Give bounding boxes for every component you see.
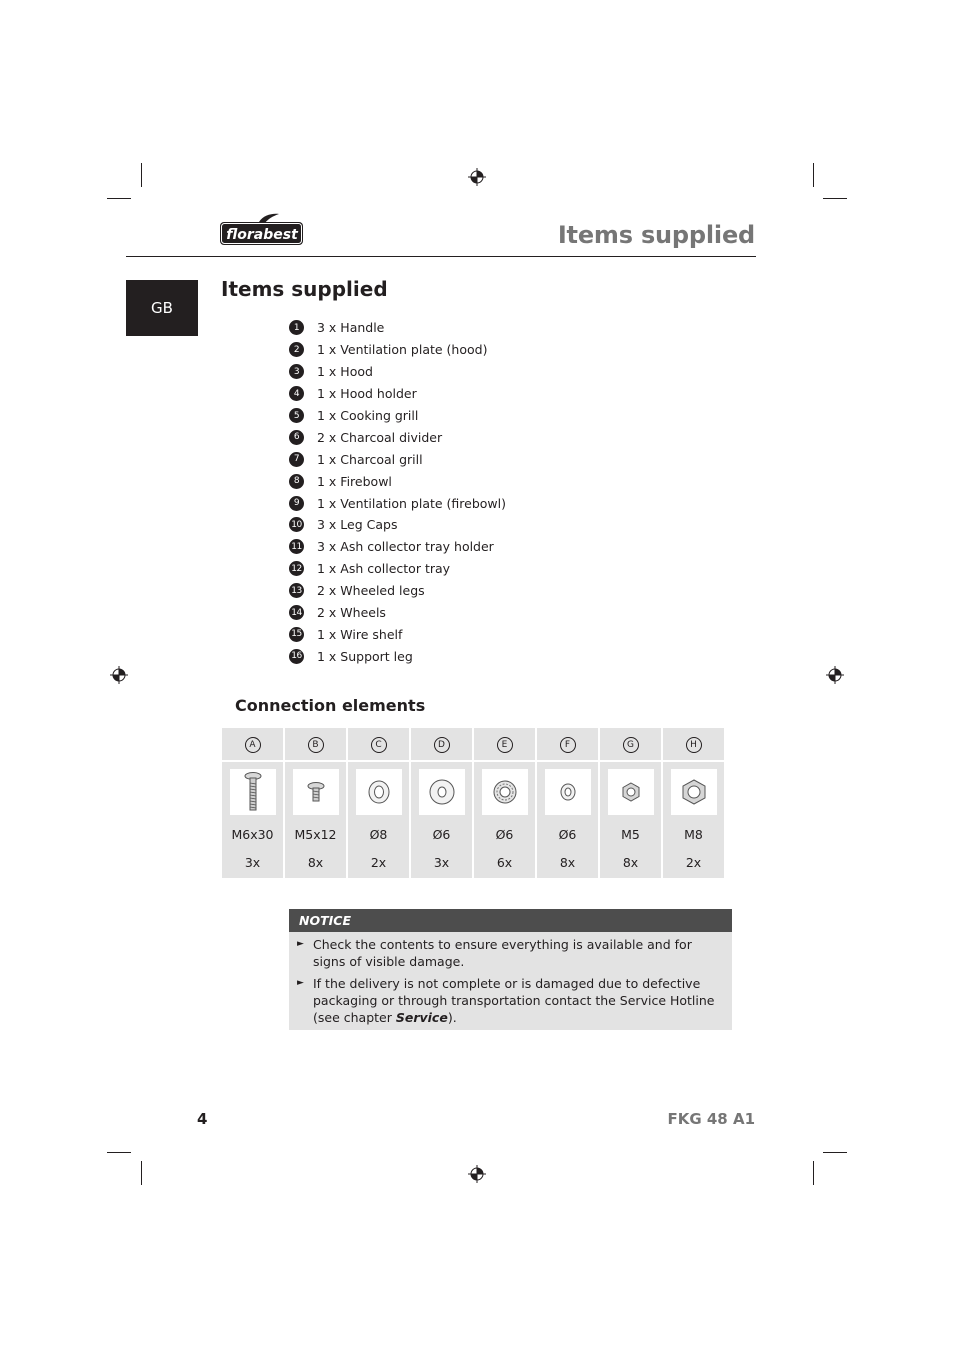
item-label: 1 x Hood holder — [317, 386, 417, 402]
list-item — [289, 645, 506, 667]
item-number: 8 — [289, 474, 304, 489]
connection-elements-table — [220, 728, 726, 878]
item-number: 14 — [289, 605, 304, 620]
item-label: 2 x Wheeled legs — [317, 583, 425, 599]
header-divider — [126, 256, 756, 257]
column-letter: E — [497, 737, 513, 753]
registration-mark-icon — [468, 1165, 486, 1183]
brand-logo — [219, 213, 305, 247]
item-number: 12 — [289, 561, 304, 576]
table-cell — [600, 728, 661, 760]
item-number: 7 — [289, 452, 304, 467]
crop-mark — [823, 1152, 847, 1153]
table-cell: 2x — [663, 847, 724, 878]
model-number: FKG 48 A1 — [667, 1110, 755, 1128]
table-cell: M8 — [663, 822, 724, 847]
item-label: 1 x Firebowl — [317, 473, 392, 489]
list-item — [289, 448, 506, 470]
item-label: 1 x Wire shelf — [317, 626, 403, 642]
table-cell: Ø8 — [348, 822, 409, 847]
crop-mark — [823, 198, 847, 199]
item-label: 1 x Ash collector tray — [317, 561, 451, 577]
item-label: 3 x Handle — [317, 320, 385, 336]
list-item — [289, 492, 506, 514]
arrow-bullet-icon: ► — [297, 978, 304, 988]
language-tab: GB — [126, 280, 198, 336]
registration-mark-icon — [826, 666, 844, 684]
table-cell — [600, 762, 661, 822]
column-letter: A — [245, 737, 261, 753]
notice-item — [297, 936, 724, 970]
table-cell: M6x30 — [222, 822, 283, 847]
header-title: Items supplied — [557, 221, 755, 249]
item-number: 9 — [289, 496, 304, 511]
notice-item — [297, 975, 724, 1026]
items-list — [289, 317, 506, 667]
item-label: 2 x Charcoal divider — [317, 429, 443, 445]
item-number: 6 — [289, 430, 304, 445]
table-cell — [348, 762, 409, 822]
table-cell — [474, 728, 535, 760]
item-label: 1 x Ventilation plate (firebowl) — [317, 495, 507, 511]
table-cell: 2x — [348, 847, 409, 878]
item-label: 1 x Support leg — [317, 648, 413, 664]
table-cell — [285, 762, 346, 822]
hex-nut-icon — [620, 781, 642, 803]
item-label: 3 x Ash collector tray holder — [317, 539, 494, 555]
table-cell — [222, 762, 283, 822]
table-cell — [411, 762, 472, 822]
arrow-bullet-icon: ► — [297, 939, 304, 949]
table-cell — [663, 762, 724, 822]
short-bolt-icon — [306, 781, 326, 803]
list-item — [289, 405, 506, 427]
long-bolt-icon — [243, 771, 263, 813]
column-letter: C — [371, 737, 387, 753]
crop-mark — [813, 1161, 814, 1185]
table-cell — [348, 728, 409, 760]
list-item — [289, 514, 506, 536]
list-item — [289, 536, 506, 558]
notice-body — [289, 932, 732, 1030]
list-item — [289, 558, 506, 580]
item-label: 1 x Ventilation plate (hood) — [317, 342, 488, 358]
notice-text-part: If the delivery is not complete or is damaged due to defective packaging or through transportation contact the Service Hotline (see chapter — [313, 976, 715, 1025]
item-label: 1 x Hood — [317, 364, 373, 380]
list-item — [289, 426, 506, 448]
item-label: 3 x Leg Caps — [317, 517, 398, 533]
item-number: 2 — [289, 342, 304, 357]
table-cell: 6x — [474, 847, 535, 878]
item-number: 11 — [289, 539, 304, 554]
table-cell — [285, 728, 346, 760]
list-item — [289, 339, 506, 361]
crop-mark — [141, 1161, 142, 1185]
column-letter: D — [434, 737, 450, 753]
item-number: 3 — [289, 364, 304, 379]
crop-mark — [107, 198, 131, 199]
washer-icon — [366, 779, 392, 805]
section-title: Items supplied — [221, 277, 388, 301]
table-cell: 3x — [411, 847, 472, 878]
list-item — [289, 602, 506, 624]
table-cell — [411, 728, 472, 760]
crop-mark — [107, 1152, 131, 1153]
column-letter: B — [308, 737, 324, 753]
item-number: 15 — [289, 627, 304, 642]
table-cell: 8x — [600, 847, 661, 878]
table-cell: 8x — [285, 847, 346, 878]
table-cell — [537, 728, 598, 760]
table-cell — [537, 762, 598, 822]
table-cell — [222, 728, 283, 760]
column-letter: F — [560, 737, 576, 753]
list-item — [289, 470, 506, 492]
notice-text-part: ). — [447, 1010, 457, 1025]
table-cell: 8x — [537, 847, 598, 878]
spring-washer-icon — [492, 779, 518, 805]
list-item — [289, 623, 506, 645]
page-number: 4 — [197, 1110, 208, 1128]
table-cell: Ø6 — [474, 822, 535, 847]
table-cell — [474, 762, 535, 822]
table-cell — [663, 728, 724, 760]
list-item — [289, 317, 506, 339]
table-cell: 3x — [222, 847, 283, 878]
column-letter: H — [686, 737, 702, 753]
table-cell: Ø6 — [537, 822, 598, 847]
item-label: 2 x Wheels — [317, 605, 386, 621]
item-label: 1 x Charcoal grill — [317, 451, 423, 467]
brand-name: florabest — [226, 227, 298, 243]
item-number: 1 — [289, 320, 304, 335]
column-letter: G — [623, 737, 639, 753]
item-label: 1 x Cooking grill — [317, 408, 419, 423]
table-cell: M5 — [600, 822, 661, 847]
small-washer-icon — [558, 782, 578, 802]
notice-box — [289, 909, 732, 1030]
registration-mark-icon — [110, 666, 128, 684]
washer-icon — [428, 778, 456, 806]
item-number: 4 — [289, 386, 304, 401]
registration-mark-icon — [468, 168, 486, 186]
list-item — [289, 383, 506, 405]
crop-mark — [141, 163, 142, 187]
table-cell: M5x12 — [285, 822, 346, 847]
item-number: 10 — [289, 517, 304, 532]
table-cell: Ø6 — [411, 822, 472, 847]
notice-text — [313, 975, 724, 1026]
item-number: 13 — [289, 583, 304, 598]
notice-text: Check the contents to ensure everything is available and for signs of visible damage. — [313, 937, 692, 969]
item-number: 5 — [289, 408, 304, 423]
crop-mark — [813, 163, 814, 187]
connection-elements-title: Connection elements — [235, 696, 426, 715]
list-item — [289, 361, 506, 383]
hex-nut-icon — [680, 778, 708, 806]
notice-heading: NOTICE — [289, 909, 732, 932]
item-number: 16 — [289, 649, 304, 664]
notice-emphasis: Service — [395, 1010, 448, 1025]
list-item — [289, 580, 506, 602]
